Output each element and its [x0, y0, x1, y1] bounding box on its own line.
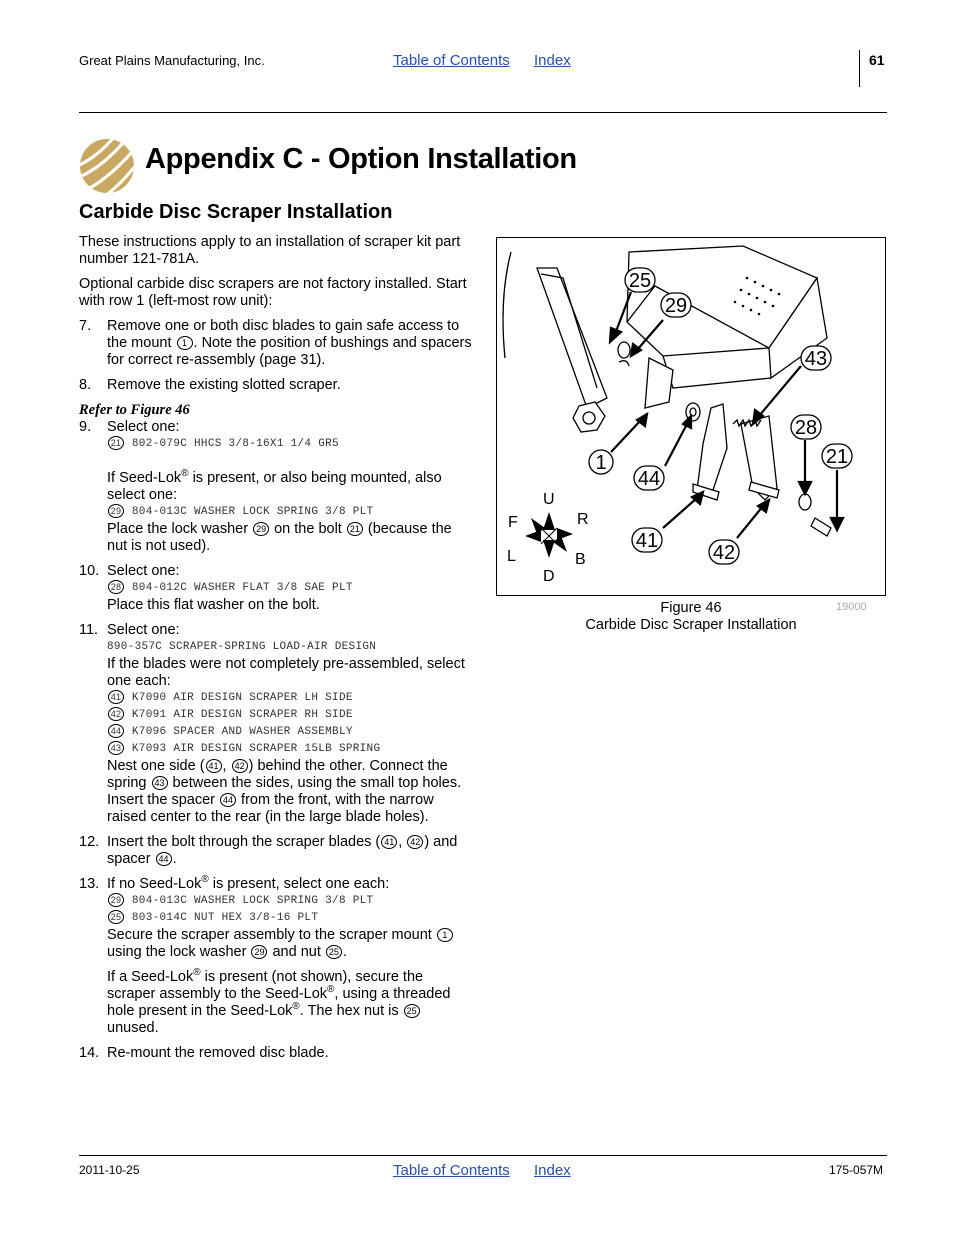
part-line: 29 804-013C WASHER LOCK SPRING 3/8 PLT — [107, 504, 474, 521]
direction-compass — [507, 491, 589, 585]
step-8: 8. Remove the existing slotted scraper. — [79, 377, 341, 393]
intro-paragraph-2: Optional carbide disc scrapers are not factory installed. Start with row 1 (left-most row unit): — [79, 276, 467, 309]
step-number: 14. — [79, 1045, 100, 1061]
footer-rule — [79, 1155, 887, 1156]
compass-front: F — [508, 514, 518, 531]
compass-back: B — [575, 551, 586, 568]
callout-42: 42 — [712, 542, 736, 564]
part-line: 29 804-013C WASHER LOCK SPRING 3/8 PLT — [107, 893, 474, 910]
callout-ref: 44 — [108, 724, 124, 738]
section-title: Carbide Disc Scraper Installation — [79, 201, 393, 223]
step-12: 12. Insert the bolt through the scraper blades ( 41 , 42 ) and spacer 44 . — [79, 834, 458, 867]
hhcs-bolt — [811, 518, 831, 536]
callout-28: 28 — [794, 417, 818, 439]
scraper-mount — [645, 358, 673, 408]
header-index-link[interactable]: Index — [534, 52, 571, 69]
part-line: 25 803-014C NUT HEX 3/8-16 PLT — [107, 910, 474, 927]
lock-washer — [619, 361, 629, 366]
callout-ref: 44 — [220, 793, 236, 807]
callout-ref: 42 — [407, 835, 423, 849]
callout-ref: 25 — [404, 1004, 420, 1018]
disc-blade-edge — [503, 252, 511, 358]
compass-down: D — [543, 568, 555, 585]
compass-up: U — [543, 491, 555, 508]
step-13: 13. If no Seed-Lok® is present, select one each: 29 804-013C WASHER LOCK SPRING 3/8 PLT 25 803-014C NUT HEX 3/8-16 PLT Secure the scraper assembly to the scraper mount 1 using the lock washer 29 and nut 25 . If a Seed-Lok® is present (not shown), secure the scraper assembly to the Seed-Lok®, using a threaded hole present in the Seed-Lok®. The hex nut is 25 unused. — [79, 876, 474, 1037]
callout-25: 25 — [628, 270, 652, 292]
callout-ref: 41 — [108, 690, 124, 704]
step-number: 12. — [79, 834, 100, 850]
callout-ref: 1 — [437, 928, 453, 942]
callout-ref: 21 — [108, 436, 124, 450]
part-line: 21 802-079C HHCS 3/8-16X1 1/4 GR5 — [107, 436, 474, 453]
callout-ref: 21 — [347, 522, 363, 536]
footer-toc-link[interactable]: Table of Contents — [393, 1162, 510, 1179]
callout-ref: 43 — [152, 776, 168, 790]
step-14: 14. Re-mount the removed disc blade. — [79, 1045, 329, 1061]
callout-ref: 29 — [251, 945, 267, 959]
instructions-column — [79, 234, 474, 1070]
step-number: 8. — [79, 377, 92, 393]
figure-reference: Refer to Figure 46 — [79, 402, 190, 418]
callout-41: 41 — [635, 530, 659, 552]
step-10: 10. Select one: 28 804-012C WASHER FLAT 3/8 SAE PLT Place this flat washer on the bolt. — [79, 563, 474, 614]
header-toc-link[interactable]: Table of Contents — [393, 52, 510, 69]
compass-left: L — [507, 548, 516, 565]
part-line: 43 K7093 AIR DESIGN SCRAPER 15LB SPRING — [107, 741, 474, 758]
step-number: 7. — [79, 318, 92, 334]
figure-title: Carbide Disc Scraper Installation — [585, 617, 797, 633]
company-name: Great Plains Manufacturing, Inc. — [79, 53, 265, 68]
callout-44: 44 — [637, 468, 661, 490]
callout-ref: 29 — [108, 504, 124, 518]
callout-ref: 25 — [108, 910, 124, 924]
hex-nut — [618, 342, 630, 358]
part-line: 28 804-012C WASHER FLAT 3/8 SAE PLT — [107, 580, 474, 597]
step-number: 13. — [79, 876, 100, 892]
part-line: 44 K7096 SPACER AND WASHER ASSEMBLY — [107, 724, 474, 741]
callout-ref: 29 — [108, 893, 124, 907]
step-number: 10. — [79, 563, 100, 579]
callout-29: 29 — [664, 295, 688, 317]
compass-rear: R — [577, 511, 589, 528]
part-line: 41 K7090 AIR DESIGN SCRAPER LH SIDE — [107, 690, 474, 707]
callout-ref: 25 — [326, 945, 342, 959]
page-number: 61 — [869, 52, 885, 68]
figure-46 — [496, 237, 886, 596]
callout-ref: 42 — [232, 759, 248, 773]
scraper-installation-illustration — [497, 238, 885, 595]
intro-paragraph-1: These instructions apply to an installation of scraper kit part number 121-781A. — [79, 234, 461, 267]
part-line: 890-357C SCRAPER-SPRING LOAD-AIR DESIGN — [107, 641, 377, 653]
page-title: Appendix C - Option Installation — [145, 143, 577, 175]
footer-index-link[interactable]: Index — [534, 1162, 571, 1179]
hex-bolt — [573, 402, 605, 432]
callout-ref: 41 — [381, 835, 397, 849]
step-7: 7. Remove one or both disc blades to gain safe access to the mount 1 . Note the position of bushings and spacers for correct re-assembly (page 31). — [79, 318, 472, 368]
header-divider — [859, 50, 860, 87]
footer-doc-number: 175-057M — [829, 1163, 884, 1177]
callout-43: 43 — [804, 348, 828, 370]
callout-ref: 29 — [253, 522, 269, 536]
step-number: 9. — [79, 419, 92, 435]
callout-1: 1 — [595, 452, 607, 474]
callout-ref: 41 — [206, 759, 222, 773]
figure-id: 19000 — [836, 601, 867, 613]
callout-ref: 43 — [108, 741, 124, 755]
step-number: 11. — [79, 622, 99, 638]
scraper-blade-lh — [697, 404, 727, 496]
part-line: 42 K7091 AIR DESIGN SCRAPER RH SIDE — [107, 707, 474, 724]
callout-ref: 28 — [108, 580, 124, 594]
figure-caption — [560, 600, 822, 634]
header-rule — [79, 112, 887, 113]
step-9: 9. Select one: 21 802-079C HHCS 3/8-16X1 1/4 GR5 If Seed-Lok® is present, or also being mounted, also select one: 29 804-013C WASHER LOCK SPRING 3/8 PLT Place the lock washer 29 on the bolt 21 (because the nut is not used). — [79, 419, 474, 555]
callout-ref: 1 — [177, 336, 193, 350]
figure-number: Figure 46 — [660, 600, 722, 616]
callout-ref: 44 — [156, 852, 172, 866]
callout-21: 21 — [825, 446, 849, 468]
step-11: 11. Select one: 890-357C SCRAPER-SPRING LOAD-AIR DESIGN If the blades were not completely pre-assembled, select one each: 41 K7090 AIR DESIGN SCRAPER LH SIDE 42 K7091 AIR DESIGN SCRAPER RH SIDE 44 K7096 SPACER AND WASHER ASSEMBLY 43 K7093 AIR DESIGN SCRAPER 15LB SPRING Nest one side ( 41 , 42 ) behind the other. Connect the spring 43 between the sides, using the small top holes. Insert the spacer 44 from the front, with the narrow raised center to the rear (in the large blade holes). — [79, 622, 474, 826]
callout-ref: 42 — [108, 707, 124, 721]
great-plains-logo — [79, 137, 135, 195]
footer-date: 2011-10-25 — [79, 1163, 140, 1177]
